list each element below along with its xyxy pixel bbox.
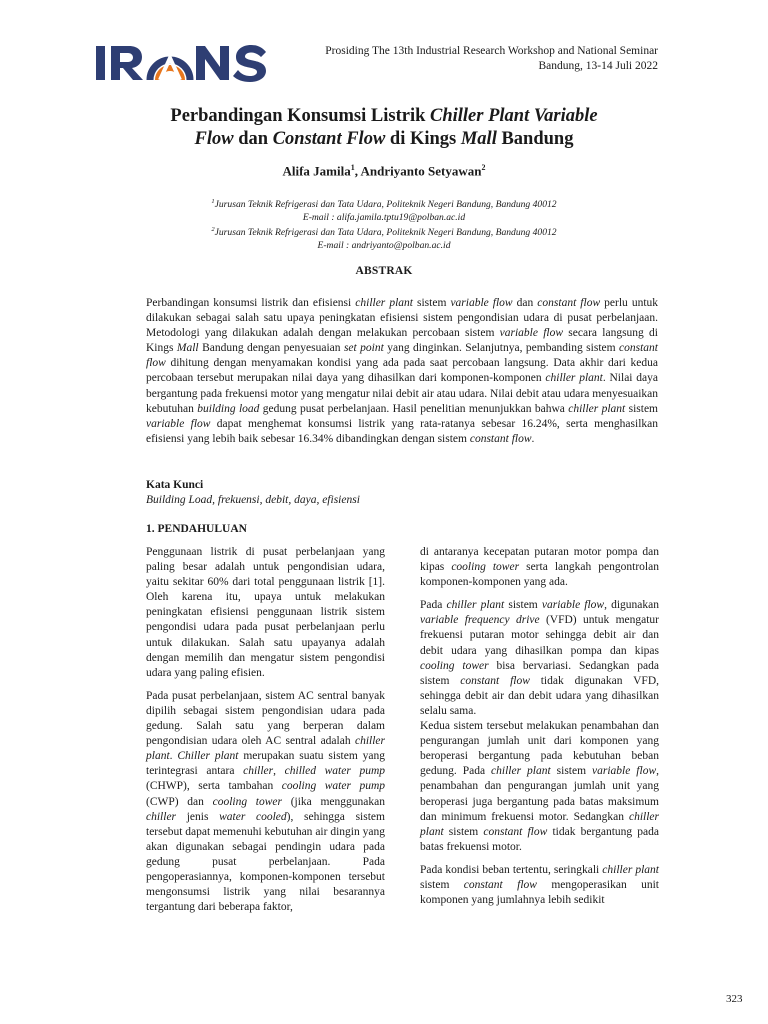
affiliation-2: $^2$Jurusan Teknik Refrigerasi dan Tata Udara, Politeknik Negeri Bandung, Bandung 40012 bbox=[211, 226, 557, 239]
keywords-text: Building Load, frekuensi, debit, daya, efisiensi bbox=[146, 494, 360, 506]
affiliation-1: $^1$Jurusan Teknik Refrigerasi dan Tata Udara, Politeknik Negeri Bandung, Bandung 40012 bbox=[211, 198, 557, 211]
paragraph: Penggunaan listrik di pusat perbelanjaan yang paling besar adalah untuk pengondisian udara, yaitu sekitar 60% dari total penggunaan listrik [1]. Oleh karena itu, upaya untuk melakukan peningkatan efisiensi penggunaan listrik sistem pengondisi udara pada pusat perbelanjaan perlu untuk dilakukan. Salah satu upayanya adalah dengan memilih dan mengatur sistem pengondisi udara yang paling efisien. bbox=[146, 546, 385, 679]
left-column bbox=[146, 545, 385, 915]
paragraph: Kedua sistem tersebut melakukan penambahan dan pengurangan jumlah unit dari komponen yang beroperasi bergantung pada kebutuhan beban gedung. Pada chiller plant sistem variable flow, penambahan dan pengurangan jumlah unit yang beroperasi juga bergantung pada batas maksimum dan minimum frekuensi motor. Sedangkan chiller plant sistem constant flow tidak bergantung pada batas frekuensi motor. bbox=[420, 720, 660, 853]
author-list: Alifa Jamila$^1$, Andriyanto Setyawan$^2$ bbox=[282, 163, 486, 179]
abstract-heading: ABSTRAK bbox=[355, 265, 413, 277]
affiliations bbox=[0, 196, 768, 252]
page-number: 323 bbox=[726, 993, 743, 1005]
section-heading: 1. PENDAHULUAN bbox=[146, 523, 247, 535]
abstract-body: Perbandingan konsumsi listrik dan efisiensi chiller plant sistem variable flow dan constant flow perlu untuk dilakukan sebagai salah satu upaya peningkatan efisiensi sistem pengondisian udara di pusat perbelanjaan. Metodologi yang dilakukan adalah dengan melakukan percobaan sistem variable flow secara langsung di Kings Mall Bandung dengan penyesuaian set point yang dinginkan. Selanjutnya, pembanding sistem constant flow dihitung dengan menyamakan kondisi yang ada pada saat percobaan langsung. Data akhir dari kedua percobaan tersebut merupakan nilai daya yang dihasilkan dari komponen-komponen chiller plant. Nilai daya bergantung pada frekuensi motor yang mengatur nilai debit air atau udara. Nilai debit atau udara menyesuaikan kebutuhan building load gedung pusat perbelanjaan. Hasil penelitian menunjukkan bahwa chiller plant sistem variable flow dapat menghemat konsumsi listrik yang rata-ratanya sebesar 16.24%, serta menghasilkan efisiensi yang lebih baik sebesar 16.34% dibandingkan dengan sistem constant flow. bbox=[146, 297, 659, 445]
author-name: Andriyanto Setyawan bbox=[360, 163, 482, 179]
right-column bbox=[420, 545, 659, 908]
affiliation-1-email: E-mail : alifa.jamila.tptu19@polban.ac.id bbox=[302, 211, 466, 223]
proceedings-date: Bandung, 13-14 Juli 2022 bbox=[538, 60, 658, 72]
paper-title: Perbandingan Konsumsi Listrik Chiller Plant Variable Flow dan Constant Flow di Kings Mall Bandung bbox=[170, 106, 598, 149]
affiliation-2-email: E-mail : andriyanto@polban.ac.id bbox=[317, 239, 451, 251]
paragraph: di antaranya kecepatan putaran motor pompa dan kipas cooling tower serta langkah pengontrolan komponen-komponen yang ada. bbox=[420, 546, 659, 589]
paragraph: Pada kondisi beban tertentu, seringkali chiller plant sistem constant flow mengoperasikan unit komponen yang jumlahnya lebih sedikit bbox=[420, 863, 659, 907]
irwns-logo bbox=[96, 40, 272, 84]
paragraph: Pada chiller plant sistem variable flow, digunakan variable frequency drive (VFD) untuk mengatur frekuensi putaran motor sehingga debit air dan debit udara yang dihasilkan pompa dan kipas cooling tower bisa bervariasi. Sedangkan pada sistem constant flow tidak digunakan VFD, sehingga debit air dan debit udara yang dihasilkan selalu sama. bbox=[420, 599, 660, 717]
paragraph: Pada pusat perbelanjaan, sistem AC sentral banyak dipilih sebagai sistem pengondisian udara pada gedung. Salah satu yang berperan dalam pengondisian udara oleh AC sentral adalah chiller plant. Chiller plant merupakan suatu sistem yang terintegrasi antara chiller, chilled water pump (CHWP), serta tambahan cooling water pump (CWP) dan cooling tower (jika menggunakan chiller jenis water cooled), sehingga sistem tersebut dapat memenuhi kebutuhan air dingin yang akan digunakan sebagai pendingin udara pada gedung pusat perbelanjaan. Pada pengoperasiannya, komponen-komponen tersebut mengonsumsi listrik yang nilai besarannya tergantung dari beberapa faktor, bbox=[146, 689, 386, 914]
keywords-heading: Kata Kunci bbox=[146, 479, 204, 491]
proceedings-header bbox=[325, 44, 658, 74]
proceedings-title: Prosiding The 13th Industrial Research Workshop and National Seminar bbox=[325, 45, 658, 57]
author-name: Alifa Jamila bbox=[282, 163, 351, 179]
